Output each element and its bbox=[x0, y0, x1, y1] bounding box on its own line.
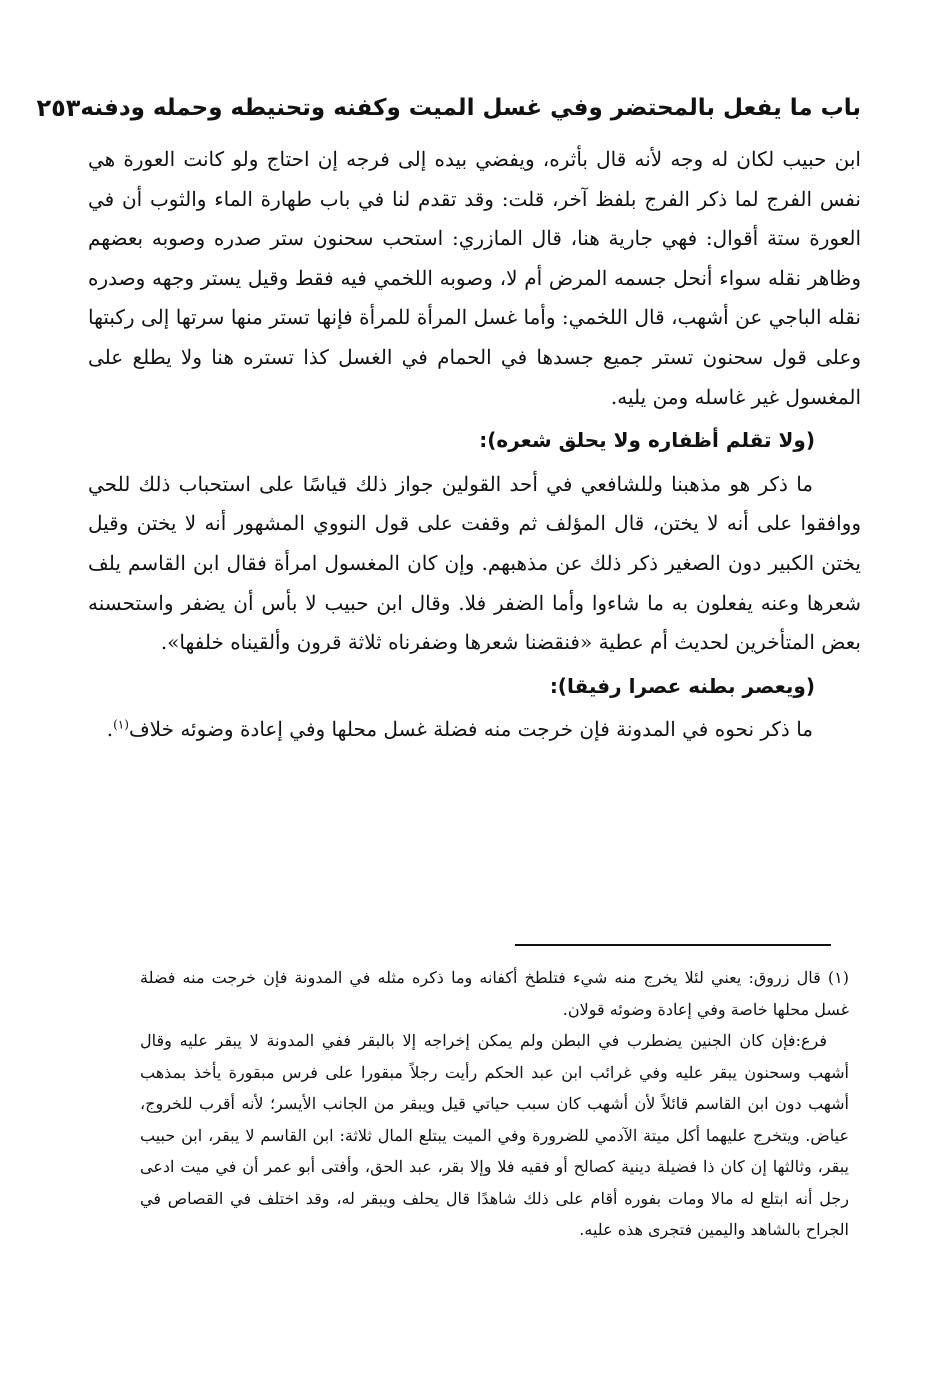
paragraph-end-mark: . bbox=[106, 717, 114, 742]
footnotes bbox=[140, 962, 849, 1246]
page-number: ٢٥٣ bbox=[36, 94, 81, 122]
body-paragraph bbox=[88, 710, 861, 750]
page-header bbox=[36, 86, 861, 130]
footnote: (١) قال زروق: يعني لئلا يخرج منه شيء فتلطخ أكفانه وما ذكره مثله في المدونة فإن خرجت منه فضلة غسل محلها خاصة وفي إعادة وضوئه قولان. bbox=[140, 968, 849, 1019]
main-text bbox=[88, 140, 861, 750]
body-paragraph-text: ما ذكر نحوه في المدونة فإن خرجت منه فضلة غسل محلها وفي إعادة وضوئه خلاف bbox=[128, 717, 813, 742]
chapter-title: باب ما يفعل بالمحتضر وفي غسل الميت وكفنه وتحنيطه وحمله ودفنه bbox=[80, 95, 861, 121]
footnote-reference[interactable]: (١) bbox=[113, 717, 129, 732]
section-heading: (ولا تقلم أظفاره ولا يحلق شعره): bbox=[479, 428, 815, 453]
body-paragraph: ما ذكر هو مذهبنا وللشافعي في أحد القولين جواز ذلك قياسًا على استحباب ذلك للحي ووافقوا على أنه لا يختن، قال المؤلف ثم وقفت على قول النووي المشهور أنه لا يختن وقيل يختن الكبير دون الصغير ذكر ذلك عن مذهبهم. وإن كان المغسول امرأة فقال ابن القاسم يلف شعرها وعنه يفعلون به ما شاءوا وأما الضفر فلا. وقال ابن حبيب لا بأس أن يضفر واستحسنه بعض المتأخرين لحديث أم عطية «فنقضنا شعرها وضفرناه ثلاثة قرون وألقيناه خلفها». bbox=[88, 471, 861, 655]
body-paragraph: ابن حبيب لكان له وجه لأنه قال بأثره، ويفضي بيده إلى فرجه إن احتاج ولو كانت العورة هي نفس الفرج لما ذكر الفرج بلفظ آخر، قلت: وقد تقدم لنا في باب طهارة الماء والثوب أن في العورة ستة أقوال: فهي جارية هنا، قال المازري: استحب سحنون ستر صدره وصوبه بعضهم وظاهر نقله سواء أنحل جسمه المرض أم لا، وصوبه اللخمي فيه فقط وقيل يستر وجهه وصدره نقله الباجي عن أشهب، قال اللخمي: وأما غسل المرأة للمرأة فإنها تستر منها سرتها إلى ركبتها وعلى قول سحنون تستر جميع جسدها في الحمام في الغسل كذا تستره هنا ولا يطلع على المغسول غير غاسله ومن يليه. bbox=[88, 147, 861, 409]
section-heading: (ويعصر بطنه عصرا رفيقا): bbox=[549, 673, 815, 698]
footnote-separator bbox=[515, 944, 831, 946]
footnote: فرع:فإن كان الجنين يضطرب في البطن ولم يمكن إخراجه إلا بالبقر ففي المدونة لا يبقر عليه وقال أشهب وسحنون يبقر عليه وفي غرائب ابن عبد الحكم رأيت رجلاً مبقورا على فرس مبقورة يأخذ بمذهب أشهب دون ابن القاسم قائلاً لأن أشهب كان سبب حياتي قيل ويبقر من الجانب الأيسر؛ لأنه أقرب للخروج، عياض. ويتخرج عليهما أكل ميتة الآدمي للضرورة وفي الميت يبتلع المال ثلاثة: ابن القاسم لا يبقر، ابن حبيب يبقر، وثالثها إن كان ذا فضيلة دينية كصالح أو فقيه فلا وإلا بقر، عبد الحق، وأفتى أبو عمر أن في ميت ادعى رجل أنه ابتلع له مالا ومات بفوره أقام على ذلك شاهدًا قال يحلف ويبقر له، وقد اختلف في القصاص في الجراح بالشاهد واليمين فتجرى هذه عليه. bbox=[140, 1031, 850, 1239]
